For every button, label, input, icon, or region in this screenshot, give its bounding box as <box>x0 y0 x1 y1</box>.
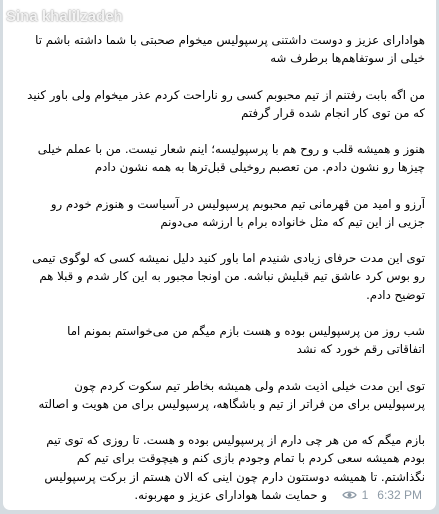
message-paragraph <box>17 86 425 122</box>
message-time: 6:32 PM <box>377 488 422 502</box>
message-line: آرزو و امید من قهرمانی تیم محبوبم پرسپولیس در آسیاست و هنوزم خودم رو <box>50 196 425 211</box>
message-line: بودم همیشه سعی کردم با تمام وجودم بازی کنم و هیچوقت برای تیم کم <box>76 451 425 466</box>
message-line: اتفاقاتی رقم خورد که نشد <box>296 342 425 357</box>
message-meta <box>342 487 422 503</box>
message-line: پرسپولیس برای من فراتر از تیم و باشگاهه، پرسپولیس برای من هویت و اصالته <box>38 396 425 411</box>
message-line: هنوز و همیشه قلب و روح هم با پرسپولیسه؛ اینم شعار نیست. من با عملم خیلی <box>37 142 425 157</box>
message-line: خیلی از سوتفاهم‌ها برطرف شه <box>270 51 425 66</box>
message-line: توی این مدت حرفای زیادی شنیدم اما باور کنید دلیل نمیشه کسی که لوگوی تیمی <box>32 251 425 266</box>
message-line: شب روز من پرسپولیس بوده و هست بازم میگم من می‌خواستم بمونم اما <box>67 324 425 338</box>
message-line: توضیح دادم. <box>366 287 425 302</box>
message-paragraph <box>17 377 425 413</box>
message-paragraph <box>17 31 425 67</box>
message-line: رو بوس کرد عاشق تیم قبلیش نباشه. من اونجا مجبور به این کار شدم و قبلا هم <box>39 269 425 284</box>
message-line: چیزها رو نشون دادم. من تعصبم روخیلی قبل‌ترها به همه نشون دادم <box>94 160 425 175</box>
message-line: و حمایت شما هوادارای عزیز و مهربونه. <box>134 487 327 502</box>
message-paragraph <box>17 249 425 304</box>
message-line: بازم میگم که من هر چی دارم از پرسپولیس بوده و هست. تا روزی که توی تیم <box>46 433 425 448</box>
message-line: که من توی کار انجام شده قرار گرفتم <box>241 105 425 120</box>
message-line: من اگه بابت رفتنم از تیم محبوبم کسی رو ناراحت کردم عذر میخوام ولی باور کنید <box>27 87 425 102</box>
message-bubble[interactable] <box>3 0 436 510</box>
message-paragraph <box>17 195 425 231</box>
message-line: توی این مدت خیلی اذیت شدم ولی همیشه بخاطر تیم سکوت کردم چون <box>74 378 425 393</box>
watermark: Sina khalilzadeh <box>6 8 123 25</box>
eye-icon <box>342 490 357 500</box>
message-line: هوادارای عزیز و دوست داشتنی پرسپولیس میخوام صحبتی با شما داشته باشم تا <box>35 33 425 47</box>
view-count: 1 <box>361 488 369 502</box>
message-line: جزیی از این تیم که مثل خانواده برام با ارزشه می‌دونم <box>160 214 425 229</box>
message-text <box>17 31 425 504</box>
message-paragraph <box>17 140 425 176</box>
message-paragraph <box>17 322 425 358</box>
message-line: نگذاشتم. تا همیشه دوستتون دارم چون اینی که الان هستم از برکت پرسپولیس <box>44 469 425 484</box>
